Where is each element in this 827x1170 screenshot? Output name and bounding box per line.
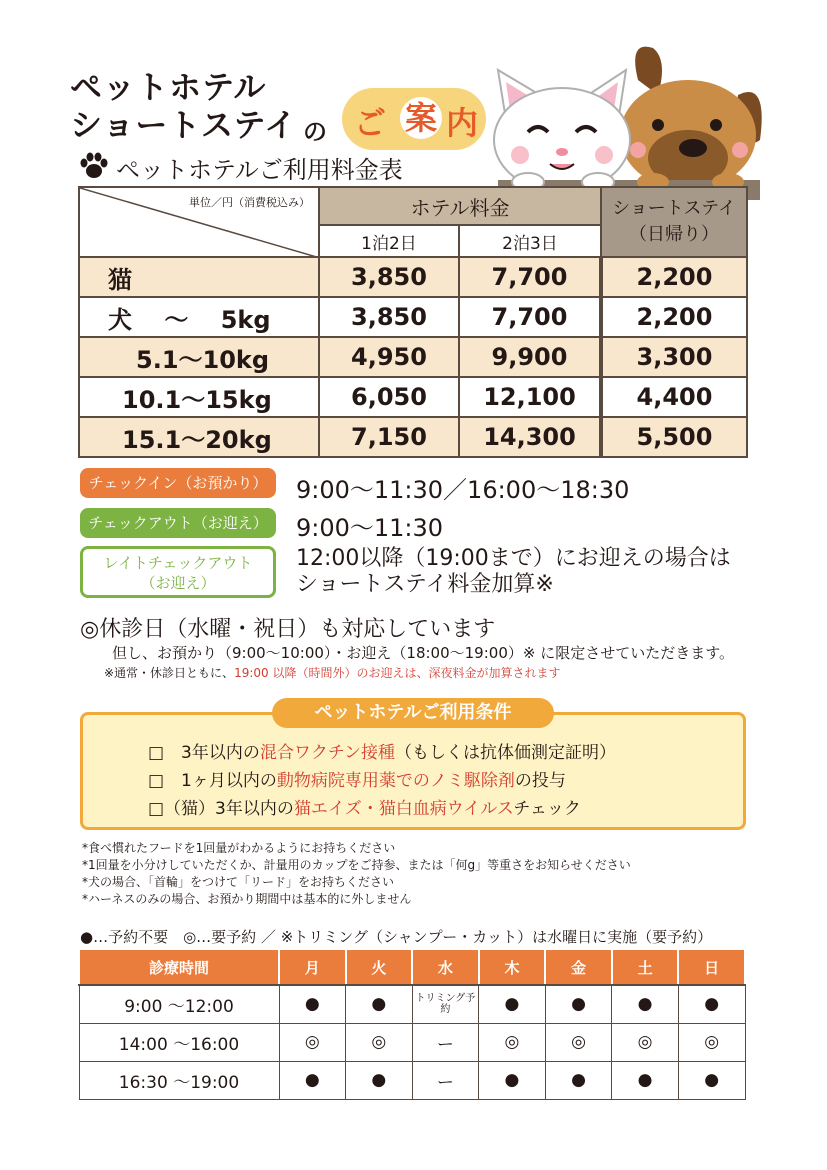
condition-cat-virus (148, 794, 581, 819)
late-checkout-label-2: （お迎え） (140, 574, 216, 592)
annai-char-3: 内 (446, 104, 479, 142)
two-night-header: 2泊3日 (459, 225, 601, 257)
checkout-badge: チェックアウト（お迎え） (80, 508, 276, 538)
note-item: *食べ慣れたフードを1回量がわかるようにお持ちください (82, 841, 396, 855)
late-checkout-text-1: 12:00以降（19:00まで）にお迎えの場合は (296, 546, 731, 571)
schedule-header-time: 診療時間 (79, 949, 279, 985)
price-two-night: 7,700 (459, 297, 601, 337)
price-short-stay: 2,200 (601, 297, 747, 337)
schedule-cell: ● (346, 985, 413, 1023)
night-fee-surcharge: 深夜料金が加算されます (428, 666, 561, 680)
price-short-stay: 5,500 (601, 417, 747, 457)
schedule-time: 16:30 〜19:00 (79, 1061, 279, 1099)
schedule-cell: ◎ (279, 1023, 346, 1061)
price-short-stay: 2,200 (601, 257, 747, 297)
price-two-night: 12,100 (459, 377, 601, 417)
schedule-legend: ●…予約不要 ◎…要予約 ／ ※トリミング（シャンプー・カット）は水曜日に実施（要予約） (80, 928, 713, 946)
schedule-header-day: 日 (678, 949, 745, 985)
condition-text: （もしくは抗体価測定証明） (395, 743, 617, 763)
hotel-price-header: ホテル料金 (319, 187, 601, 225)
price-row-label: 犬 〜 5kg (79, 297, 319, 337)
schedule-time: 14:00 〜16:00 (79, 1023, 279, 1061)
checkout-time: 9:00〜11:30 (296, 514, 444, 542)
schedule-row (79, 1023, 745, 1061)
condition-text: □（猫）3年以内の (148, 799, 294, 819)
price-one-night: 4,950 (319, 337, 459, 377)
condition-highlight: 猫エイズ・猫白血病ウイルス (293, 799, 514, 819)
schedule-header-day: 土 (612, 949, 679, 985)
price-row-label: 10.1〜15kg (79, 377, 319, 417)
note-item: *1回量を小分けしていただくか、計量用のカップをご持参、または「何g」等重さをお知らせください (82, 858, 631, 872)
short-stay-header-line-2: （日帰り） (629, 224, 719, 245)
schedule-cell: ● (612, 985, 679, 1023)
schedule-cell: ● (678, 985, 745, 1023)
price-one-night: 3,850 (319, 297, 459, 337)
condition-text: □ 3年以内の (148, 743, 260, 763)
schedule-cell: ● (545, 985, 612, 1023)
schedule-cell: ー (412, 1061, 479, 1099)
condition-vaccine (148, 738, 616, 763)
schedule-cell: ● (479, 1061, 546, 1099)
schedule-cell: ● (545, 1061, 612, 1099)
schedule-header-day: 金 (545, 949, 612, 985)
schedule-header-day: 木 (479, 949, 546, 985)
price-one-night: 6,050 (319, 377, 459, 417)
price-row-label: 15.1〜20kg (79, 417, 319, 457)
annai-char-1: ご (354, 104, 387, 142)
price-row (79, 297, 747, 337)
price-row (79, 377, 747, 417)
price-row (79, 417, 747, 457)
schedule-time: 9:00 〜12:00 (79, 985, 279, 1023)
schedule-cell: ◎ (612, 1023, 679, 1061)
notes-list (82, 840, 631, 908)
schedule-cell: ◎ (678, 1023, 745, 1061)
late-checkout-text-2: ショートステイ料金加算※ (296, 572, 554, 597)
subtitle: ペットホテルご利用料金表 (116, 156, 403, 184)
late-checkout-text (296, 546, 731, 598)
price-two-night: 14,300 (459, 417, 601, 457)
note-item: *犬の場合、「首輪」をつけて「リード」をお持ちください (82, 875, 395, 889)
price-row (79, 257, 747, 297)
night-fee-mid: のお迎えは、 (356, 666, 429, 680)
cat-dog-mascot-icon (488, 40, 768, 200)
price-one-night: 7,150 (319, 417, 459, 457)
schedule-header-day: 火 (346, 949, 413, 985)
price-one-night: 3,850 (319, 257, 459, 297)
condition-highlight: 動物病院専用薬でのノミ駆除剤 (276, 771, 515, 791)
schedule-cell: ● (346, 1061, 413, 1099)
condition-text: チェック (513, 799, 581, 819)
schedule-cell-trimming (412, 985, 479, 1023)
note-item: *ハーネスのみの場合、お預かり期間中は基本的に外しません (82, 892, 412, 906)
night-fee-prefix: ※通常・休診日ともに、 (104, 666, 235, 680)
schedule-cell: ● (479, 985, 546, 1023)
late-checkout-label-1: レイトチェックアウト (103, 554, 253, 572)
short-stay-header-line-1: ショートステイ (612, 198, 736, 219)
price-row-label: 5.1〜10kg (79, 337, 319, 377)
checkin-badge: チェックイン（お預かり） (80, 468, 276, 498)
schedule-cell: ● (678, 1061, 745, 1099)
condition-text: の投与 (514, 771, 566, 791)
checkin-time: 9:00〜11:30／16:00〜18:30 (296, 476, 630, 504)
title-particle: の (303, 118, 327, 146)
schedule-row (79, 985, 745, 1023)
price-row-label: 猫 (79, 257, 319, 297)
schedule-header-day: 月 (279, 949, 346, 985)
schedule-cell: ◎ (479, 1023, 546, 1061)
condition-flea (148, 766, 566, 791)
schedule-cell: ● (279, 985, 346, 1023)
one-night-header: 1泊2日 (319, 225, 459, 257)
schedule-cell: ● (279, 1061, 346, 1099)
night-fee-time: 19:00 以降（時間外） (234, 666, 357, 680)
title-line-1: ペットホテル (70, 68, 267, 106)
price-table-corner (79, 187, 319, 257)
schedule-cell: ◎ (545, 1023, 612, 1061)
short-stay-header (601, 187, 747, 257)
condition-text: □ 1ヶ月以内の (148, 771, 277, 791)
schedule-table (78, 948, 746, 1100)
trimming-reservation-label: トリミング予約 (415, 993, 476, 1016)
price-short-stay: 3,300 (601, 337, 747, 377)
schedule-row (79, 1061, 745, 1099)
schedule-cell: ● (612, 1061, 679, 1099)
night-fee-note (104, 664, 561, 681)
paw-icon (78, 150, 110, 182)
schedule-cell: ◎ (346, 1023, 413, 1061)
schedule-cell: ー (412, 1023, 479, 1061)
unit-label: 単位／円（消費税込み） (189, 196, 310, 209)
annai-char-2: 案 (400, 97, 442, 139)
condition-highlight: 混合ワクチン接種 (259, 743, 396, 763)
price-two-night: 9,900 (459, 337, 601, 377)
holiday-notice: ◎休診日（水曜・祝日）も対応しています (80, 617, 496, 642)
price-table (78, 186, 748, 458)
price-row (79, 337, 747, 377)
annai-badge (342, 88, 486, 150)
conditions-title: ペットホテルご利用条件 (272, 698, 554, 728)
schedule-header-day: 水 (412, 949, 479, 985)
price-two-night: 7,700 (459, 257, 601, 297)
title-line-2: ショートステイ (70, 106, 298, 144)
price-short-stay: 4,400 (601, 377, 747, 417)
late-checkout-badge (80, 546, 276, 598)
holiday-limit-note: 但し、お預かり（9:00〜10:00）・お迎え（18:00〜19:00）※ に限定させていただきます。 (112, 644, 735, 662)
